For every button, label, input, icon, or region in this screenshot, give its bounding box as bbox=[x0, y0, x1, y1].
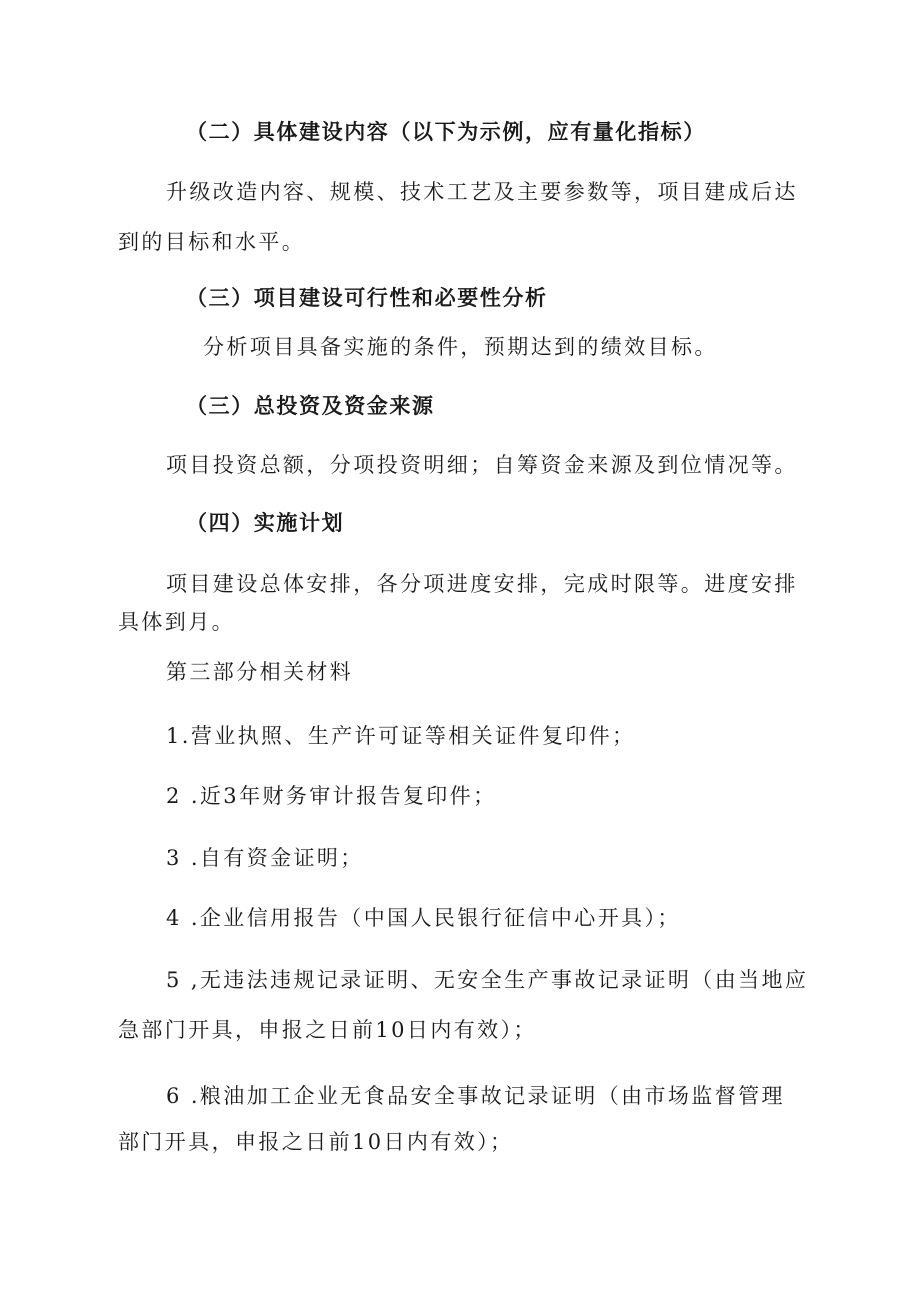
list-item: 6 .粮油加工企业无食品安全事故记录证明（由市场监督管理 bbox=[166, 1084, 785, 1108]
list-item: 4 .企业信用报告（中国人民银行征信中心开具）； bbox=[166, 906, 681, 930]
section-heading-feasibility: （三）项目建设可行性和必要性分析 bbox=[186, 285, 548, 310]
list-item-continuation: 急部门开具，申报之日前10日内有效）； bbox=[118, 1018, 537, 1042]
section-body-line: 到的目标和水平。 bbox=[118, 230, 306, 254]
section-heading-investment: （三）总投资及资金来源 bbox=[186, 393, 435, 418]
list-item: 5 ,无违法违规记录证明、无安全生产事故记录证明（由当地应 bbox=[166, 968, 809, 992]
section-body-line: 分析项目具备实施的条件，预期达到的绩效目标。 bbox=[203, 335, 718, 359]
section-body-line: 具体到月。 bbox=[118, 610, 235, 634]
section-heading-specific-content: （二）具体建设内容（以下为示例，应有量化指标） bbox=[186, 119, 706, 144]
list-item: 3 .自有资金证明； bbox=[166, 846, 364, 870]
section-heading-implementation-plan: （四）实施计划 bbox=[186, 510, 345, 535]
section-body-line: 升级改造内容、规模、技术工艺及主要参数等，项目建成后达 bbox=[166, 180, 798, 204]
part-title: 第三部分相关材料 bbox=[166, 660, 354, 684]
section-body-line: 项目投资总额，分项投资明细；自筹资金来源及到位情况等。 bbox=[166, 453, 798, 477]
list-item: 2 .近3年财务审计报告复印件； bbox=[166, 784, 497, 808]
list-item-continuation: 部门开具，申报之日前10日内有效）； bbox=[118, 1130, 514, 1154]
list-item: 1.营业执照、生产许可证等相关证件复印件； bbox=[166, 724, 636, 748]
section-body-line: 项目建设总体安排，各分项进度安排，完成时限等。进度安排 bbox=[166, 572, 798, 596]
